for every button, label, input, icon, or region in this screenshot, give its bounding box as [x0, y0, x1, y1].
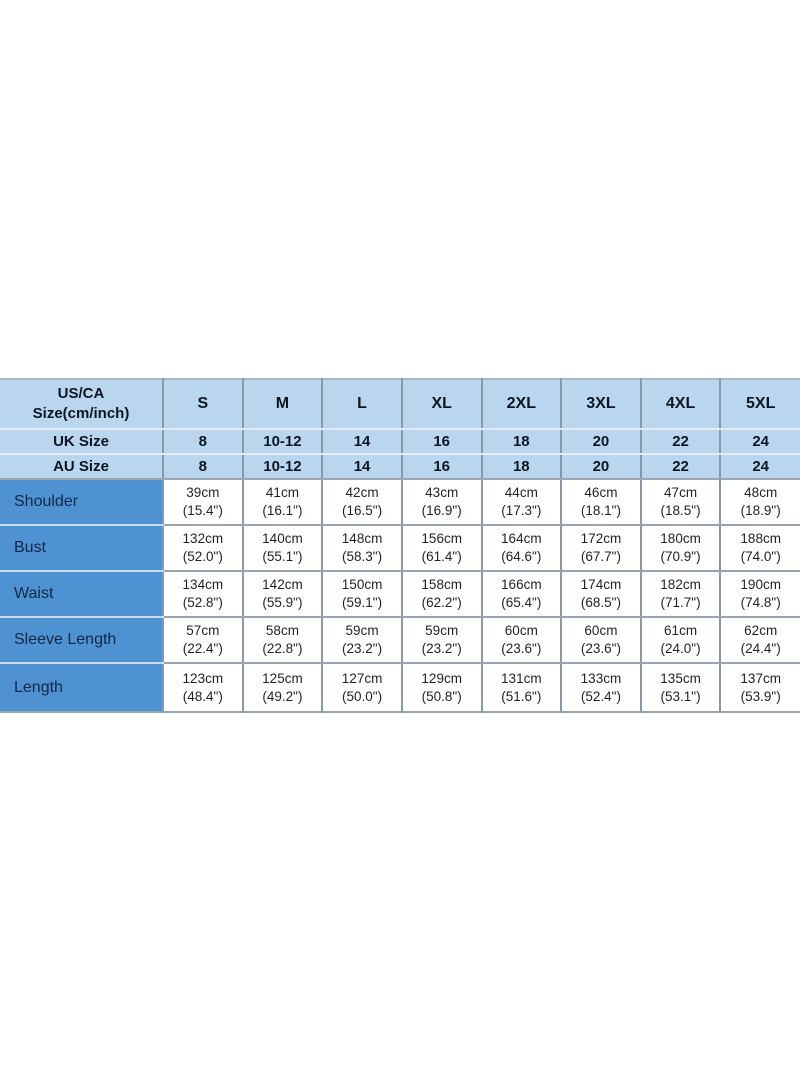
measurement-cm: 166cm: [501, 577, 542, 592]
measurement-cm: 43cm: [425, 485, 459, 500]
measurement-inch: (67.7"): [580, 549, 621, 564]
waist-label: Waist: [0, 571, 163, 617]
measurement-inch: (15.4"): [182, 503, 223, 518]
measurement-cm: 133cm: [580, 670, 622, 686]
corner-header-cell: [0, 379, 163, 429]
sleeve-length-label: Sleeve Length: [0, 617, 163, 663]
measurement-cm: 48cm: [744, 485, 778, 500]
measurement-inch: (23.6"): [580, 641, 621, 656]
measurement-cm: 174cm: [580, 577, 622, 592]
measurement-inch: (59.1"): [342, 595, 383, 610]
bust-cell: [720, 525, 800, 571]
measurement-inch: (62.2"): [421, 595, 462, 610]
size-header-m: M: [243, 379, 323, 429]
measurement-cm: 61cm: [664, 623, 698, 638]
measurement-cm: 127cm: [341, 670, 383, 686]
uk-size-value: 22: [641, 429, 721, 454]
measurement-cm: 150cm: [341, 577, 383, 592]
measurement-cm: 190cm: [740, 577, 781, 592]
length-cell: [402, 663, 482, 712]
bust-cell: [402, 525, 482, 571]
measurement-cm: 42cm: [345, 485, 379, 500]
measurement-cm: 123cm: [182, 670, 224, 686]
measurement-inch: (70.9"): [660, 549, 701, 564]
length-label: Length: [0, 663, 163, 712]
au-size-value: 20: [561, 454, 641, 479]
measurement-cm: 47cm: [664, 485, 698, 500]
waist-cell: [402, 571, 482, 617]
au-size-label: AU Size: [0, 454, 163, 479]
waist-cell: [243, 571, 323, 617]
shoulder-label: Shoulder: [0, 479, 163, 525]
size-header-3xl: 3XL: [561, 379, 641, 429]
size-header-xl: XL: [402, 379, 482, 429]
size-header-4xl: 4XL: [641, 379, 721, 429]
uk-size-label: UK Size: [0, 429, 163, 454]
measurement-inch: (23.2"): [421, 641, 462, 656]
measurement-cm: 158cm: [421, 577, 462, 592]
measurement-cm: 172cm: [580, 531, 622, 546]
length-cell: [482, 663, 562, 712]
measurement-inch: (17.3"): [501, 503, 542, 518]
measurement-cm: 46cm: [584, 485, 618, 500]
au-size-value: 10-12: [243, 454, 323, 479]
sleeve-length-cell: [322, 617, 402, 663]
shoulder-row: [0, 479, 800, 525]
measurement-inch: (52.4"): [580, 688, 621, 704]
measurement-cm: 148cm: [341, 531, 383, 546]
au-size-value: 14: [322, 454, 402, 479]
shoulder-cell: [243, 479, 323, 525]
au-size-value: 8: [163, 454, 243, 479]
measurement-cm: 129cm: [421, 670, 462, 686]
au-size-value: 18: [482, 454, 562, 479]
au-size-row: [0, 454, 800, 479]
shoulder-cell: [720, 479, 800, 525]
bust-cell: [243, 525, 323, 571]
measurement-cm: 134cm: [182, 577, 224, 592]
au-size-value: 22: [641, 454, 721, 479]
shoulder-cell: [561, 479, 641, 525]
shoulder-cell: [322, 479, 402, 525]
measurement-cm: 132cm: [182, 531, 224, 546]
measurement-cm: 41cm: [265, 485, 299, 500]
measurement-cm: 137cm: [740, 670, 781, 686]
measurement-inch: (74.8"): [740, 595, 781, 610]
measurement-cm: 142cm: [262, 577, 303, 592]
size-header-2xl: 2XL: [482, 379, 562, 429]
sleeve-length-cell: [243, 617, 323, 663]
measurement-inch: (58.3"): [342, 549, 383, 564]
au-size-value: 16: [402, 454, 482, 479]
length-cell: [641, 663, 721, 712]
measurement-inch: (53.1"): [660, 688, 701, 704]
uk-size-value: 16: [402, 429, 482, 454]
measurement-inch: (65.4"): [501, 595, 542, 610]
sleeve-length-cell: [163, 617, 243, 663]
waist-cell: [720, 571, 800, 617]
measurement-inch: (52.8"): [182, 595, 223, 610]
uk-size-value: 8: [163, 429, 243, 454]
sleeve-length-cell: [720, 617, 800, 663]
sleeve-length-cell: [482, 617, 562, 663]
header-row: [0, 379, 800, 429]
measurement-cm: 39cm: [186, 485, 220, 500]
waist-row: [0, 571, 800, 617]
measurement-cm: 59cm: [425, 623, 459, 638]
measurement-inch: (24.4"): [740, 641, 781, 656]
measurement-cm: 57cm: [186, 623, 220, 638]
measurement-inch: (24.0"): [660, 641, 701, 656]
size-chart-table: [0, 378, 800, 713]
waist-cell: [163, 571, 243, 617]
measurement-inch: (23.2"): [342, 641, 383, 656]
length-cell: [720, 663, 800, 712]
length-cell: [561, 663, 641, 712]
waist-cell: [322, 571, 402, 617]
measurement-inch: (18.9"): [740, 503, 781, 518]
measurement-cm: 44cm: [504, 485, 538, 500]
waist-cell: [561, 571, 641, 617]
shoulder-cell: [402, 479, 482, 525]
measurement-cm: 59cm: [345, 623, 379, 638]
measurement-cm: 58cm: [265, 623, 299, 638]
measurement-inch: (23.6"): [501, 641, 542, 656]
measurement-inch: (55.9"): [262, 595, 303, 610]
shoulder-cell: [482, 479, 562, 525]
measurement-inch: (22.8"): [262, 641, 303, 656]
measurement-inch: (48.4"): [182, 688, 223, 704]
measurement-cm: 164cm: [501, 531, 542, 546]
measurement-inch: (71.7"): [660, 595, 701, 610]
measurement-inch: (74.0"): [740, 549, 781, 564]
measurement-inch: (52.0"): [182, 549, 223, 564]
corner-header-line1: US/CA: [57, 385, 105, 402]
measurement-cm: 60cm: [584, 623, 618, 638]
measurement-inch: (61.4"): [421, 549, 462, 564]
uk-size-value: 10-12: [243, 429, 323, 454]
measurement-inch: (50.0"): [342, 688, 383, 704]
uk-size-value: 14: [322, 429, 402, 454]
measurement-cm: 60cm: [504, 623, 538, 638]
uk-size-value: 20: [561, 429, 641, 454]
waist-cell: [482, 571, 562, 617]
measurement-inch: (49.2"): [262, 688, 303, 704]
sleeve-length-row: [0, 617, 800, 663]
au-size-value: 24: [720, 454, 800, 479]
bust-row: [0, 525, 800, 571]
length-cell: [322, 663, 402, 712]
bust-label: Bust: [0, 525, 163, 571]
length-cell: [163, 663, 243, 712]
bust-cell: [641, 525, 721, 571]
uk-size-value: 18: [482, 429, 562, 454]
size-header-5xl: 5XL: [720, 379, 800, 429]
size-header-l: L: [322, 379, 402, 429]
bust-cell: [163, 525, 243, 571]
measurement-cm: 62cm: [744, 623, 778, 638]
shoulder-cell: [163, 479, 243, 525]
bust-cell: [482, 525, 562, 571]
waist-cell: [641, 571, 721, 617]
length-row: [0, 663, 800, 712]
measurement-inch: (18.1"): [580, 503, 621, 518]
measurement-inch: (16.9"): [421, 503, 462, 518]
measurement-inch: (16.1"): [262, 503, 303, 518]
sleeve-length-cell: [641, 617, 721, 663]
measurement-inch: (55.1"): [262, 549, 303, 564]
corner-header-line2: Size(cm/inch): [32, 405, 130, 422]
measurement-inch: (18.5"): [660, 503, 701, 518]
bust-cell: [561, 525, 641, 571]
bust-cell: [322, 525, 402, 571]
measurement-cm: 180cm: [660, 531, 701, 546]
measurement-inch: (51.6"): [501, 688, 542, 704]
measurement-cm: 125cm: [262, 670, 303, 686]
size-header-s: S: [163, 379, 243, 429]
measurement-inch: (50.8"): [421, 688, 462, 704]
shoulder-cell: [641, 479, 721, 525]
uk-size-value: 24: [720, 429, 800, 454]
measurement-inch: (64.6"): [501, 549, 542, 564]
length-cell: [243, 663, 323, 712]
sleeve-length-cell: [402, 617, 482, 663]
measurement-cm: 188cm: [740, 531, 781, 546]
measurement-inch: (22.4"): [182, 641, 223, 656]
measurement-inch: (53.9"): [740, 688, 781, 704]
measurement-cm: 156cm: [421, 531, 462, 546]
measurement-cm: 182cm: [660, 577, 701, 592]
measurement-inch: (68.5"): [580, 595, 621, 610]
measurement-cm: 131cm: [501, 670, 542, 686]
sleeve-length-cell: [561, 617, 641, 663]
measurement-cm: 135cm: [660, 670, 701, 686]
measurement-cm: 140cm: [262, 531, 303, 546]
measurement-inch: (16.5"): [342, 503, 383, 518]
uk-size-row: [0, 429, 800, 454]
